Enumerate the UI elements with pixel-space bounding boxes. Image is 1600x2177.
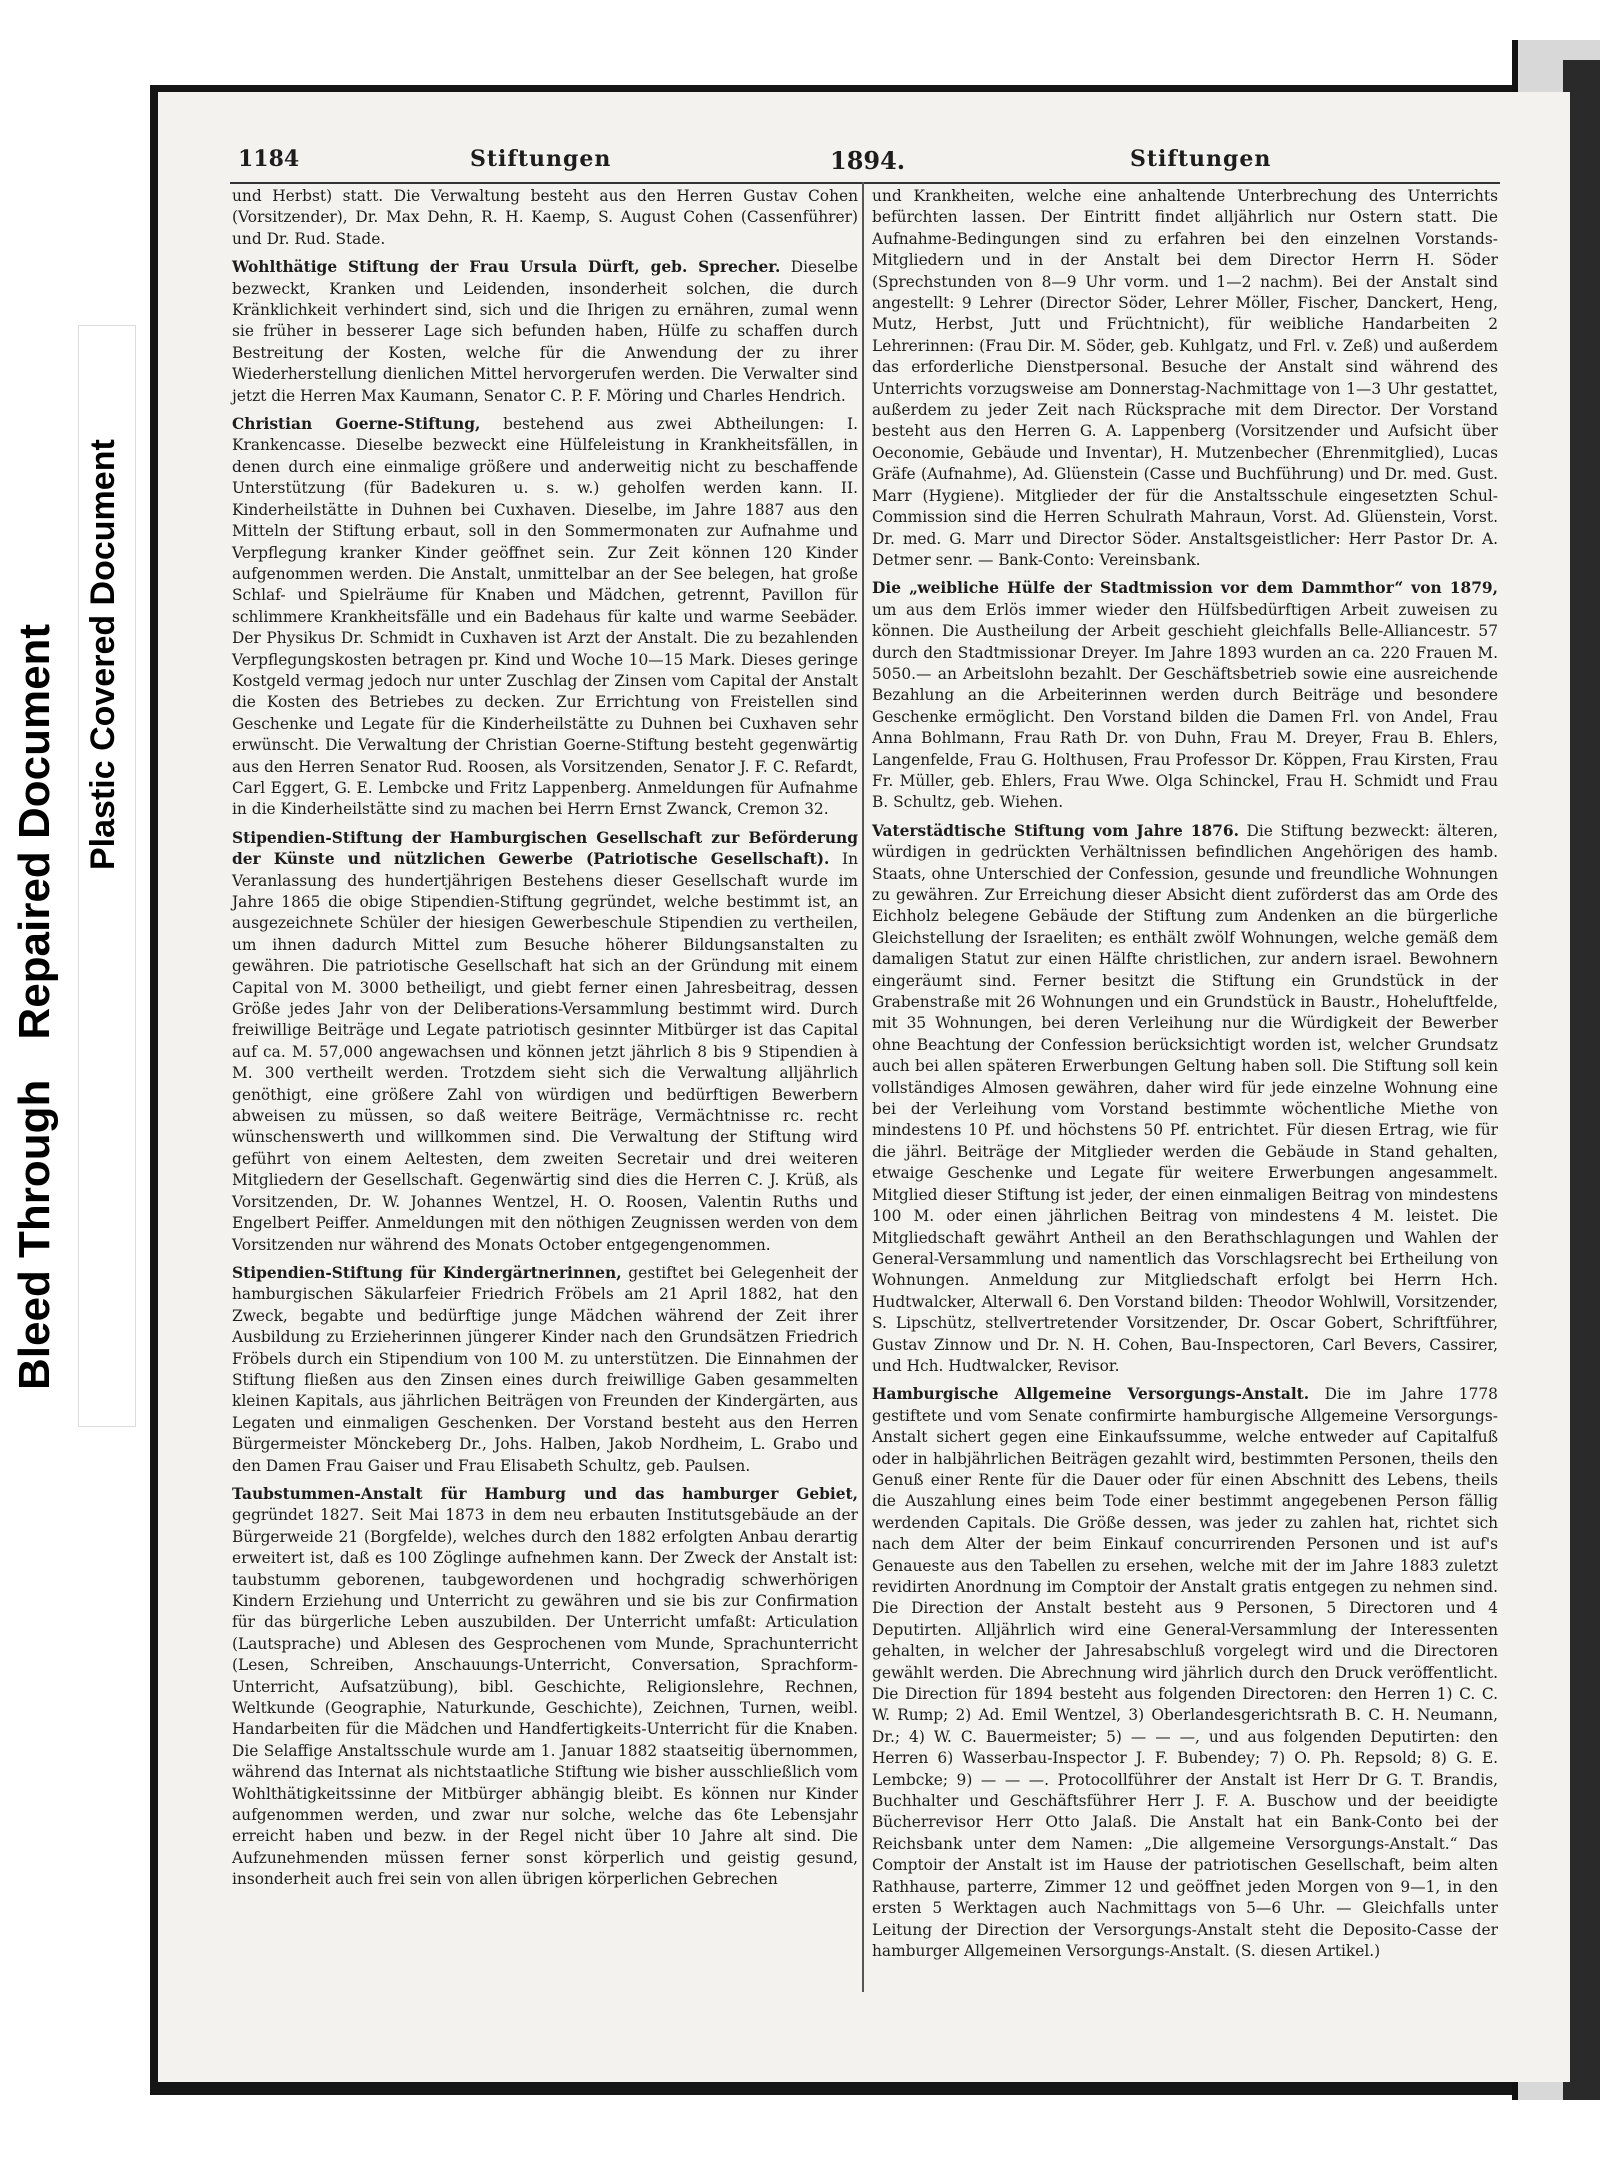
entry [232, 1484, 858, 1891]
entry-text: und Herbst) statt. Die Verwaltung besteht aus den Herren Gustav Cohen (Vorsitzender), Dr. Max Dehn, R. H. Kaemp, S. August Cohen (Cassenführer) und Dr. Rud. Stade. [232, 187, 858, 248]
entry [232, 414, 858, 821]
entry-title: Taubstummen-Anstalt für Hamburg und das hamburger Gebiet, [232, 1484, 858, 1503]
entry-text: gestiftet bei Gelegenheit der hamburgischen Säkularfeier Friedrich Fröbels am 21 April 1882, hat den Zweck, begabte und bedürftige junge Mädchen während der Zeit ihrer Ausbildung zu Erzieherinnen jüngerer Kinder nach den Grundsätzen Friedrich Fröbels durch ein Stipendium von 100 M. zu unterstützen. Die Einnahmen der Stiftung fließen aus den Zinsen eines durch freiwillige Gaben gesammelten kleinen Kapitals, aus jährlichen Beiträgen von Freunden der Kindergärten, aus Legaten und einmaligen Geschenken. Der Vorstand besteht aus den Herren Bürgermeister Mönckeberg Dr., Johs. Halben, Jakob Nordheim, L. Grabo und den Damen Frau Gaiser und Frau Elisabeth Schultz, geb. Paulsen. [232, 1263, 858, 1475]
entry-title: Vaterstädtische Stiftung vom Jahre 1876. [872, 821, 1239, 840]
bleed-through-text: Bleed Through [10, 1079, 59, 1390]
entry [232, 1263, 858, 1477]
entry [872, 821, 1498, 1378]
repaired-document-text: Repaired Document [10, 623, 59, 1040]
entry [232, 257, 858, 407]
entry-title: Wohlthätige Stiftung der Frau Ursula Dürft, geb. Sprecher. [232, 258, 781, 277]
entry-text: In Veranlassung des hundertjährigen Bestehens dieser Gesellschaft wurde im Jahre 1865 die obige Stipendien-Stiftung gegründet, welche bestimmt ist, an ausgezeichnete Schüler der hiesigen Gewerbeschule Stipendien zu vertheilen, um ihnen dadurch Mittel zum Besuche höherer Bildungsanstalten zu gewähren. Die patriotische Gesellschaft hat sich an der Gründung mit einem Capital von M. 3000 betheiligt, und giebt ferner einen Jahresbeitrag, dessen Größe jedes Jahr von der Deliberations-Versammlung bestimmt wird. Durch freiwillige Beiträge und Legate patriotisch gesinnter Mitbürger ist das Capital auf ca. M. 57,000 angewachsen und können jetzt jährlich 8 bis 9 Stipendien à M. 300 vertheilt werden. Trotzdem sieht sich die Verwaltung alljährlich genöthigt, eine größere Zahl von würdigen und bedürftigen Bewerbern abweisen zu müssen, so daß weitere Beiträge, Vermächtnisse rc. recht wünschenswerth und willkommen sind. Die Verwaltung der Stiftung wird geführt von einem Aeltesten, dem zweiten Secretair und drei weiteren Mitgliedern der Gesellschaft. Gegenwärtig sind dies die Herren C. J. Krüß, als Vorsitzenden, Dr. W. Johannes Wentzel, H. O. Roosen, Valentin Ruths und Engelbert Peiffer. Anmeldungen mit den nöthigen Zeugnissen werden von dem Vorsitzenden nur während des Monats October entgegengenommen. [232, 850, 858, 1254]
entry-text: und Krankheiten, welche eine anhaltende Unterbrechung des Unterrichts befürchten lassen. Der Eintritt findet alljährlich nur Ostern statt. Die Aufnahme-Bedingungen sind zu erfahren bei den einzelnen Vorstands-Mitgliedern und in der Anstalt bei dem Director Herrn H. Söder (Sprechstunden von 8—9 Uhr vorm. und 1—2 nachm). Bei der Anstalt sind angestellt: 9 Lehrer (Director Söder, Lehrer Möller, Fischer, Danckert, Heng, Mutz, Herbst, Jutt und Früchtnicht), für weibliche Handarbeiten 2 Lehrerinnen: (Frau Dir. M. Söder, geb. Kuhlgatz, und Frl. v. Zeß) und außerdem das erforderliche Dienstpersonal. Besuche der Anstalt sind während des Unterrichts vorzugsweise am Donnerstag-Nachmittage von 1—3 Uhr gestattet, außerdem zu jeder Zeit nach Rücksprache mit dem Director. Der Vorstand besteht aus den Herren G. A. Lappenberg (Vorsitzender und Aufsicht über Oeconomie, Gebäude und Inventar), H. Mutzenbecher (Ehrenmitglied), Lucas Gräfe (Aufnahme), Ad. Glüenstein (Casse und Buchführung) und Dr. med. Gust. Marr (Hygiene). Mitglieder der für die Anstaltsschule eingesetzten Schul-Commission sind die Herren Schulrath Mahraun, Vorst. Ad. Glüenstein, Vorst. Dr. med. G. Marr und Director Söder. Anstaltsgeistlicher: Herr Pastor Dr. A. Detmer senr. — Bank-Conto: Vereinsbank. [872, 187, 1498, 569]
entry [872, 186, 1498, 571]
entry [232, 828, 858, 1256]
entry-text: Die im Jahre 1778 gestiftete und vom Senate confirmirte hamburgische Allgemeine Versorgungs-Anstalt sichert gegen eine Einkaufssumme, welche entweder auf Capitalfuß oder in halbjährlichen Beiträgen gezahlt wird, bestimmten Personen, theils den Genuß einer Rente für die Dauer oder für einen Abschnitt des Lebens, theils die Auszahlung eines beim Tode einer bestimmt angegebenen Person fällig werdenden Capitals. Die Größe dessen, was jeder zu zahlen hat, richtet sich nach dem Alter der beim Einkauf concurrirenden Personen und ist auf's Genaueste aus den Tabellen zu ersehen, welche mit der im Jahre 1883 zuletzt revidirten Anordnung im Comptoir der Anstalt gratis entgegen zu nehmen sind. Die Direction der Anstalt besteht aus 9 Personen, 5 Directoren und 4 Deputirten. Alljährlich wird eine General-Versammlung der Interessenten gehalten, in welcher der Jahresabschluß vorgelegt wird und die Directoren gewählt werden. Die Abrechnung wird jährlich durch den Druck veröffentlicht. Die Direction für 1894 besteht aus folgenden Directoren: den Herren 1) C. C. W. Rump; 2) Ad. Emil Wentzel, 3) Oberlandesgerichtsrath B. C. H. Neumann, Dr.; 4) W. C. Bauermeister; 5) — — —, und aus folgenden Deputirten: den Herren 6) Wasserbau-Inspector J. F. Bubendey; 7) O. Ph. Repsold; 8) G. E. Lembcke; 9) — — —. Protocollführer der Anstalt ist Herr Dr G. T. Brandis, Buchhalter und Geschäftsführer Herr J. F. A. Buschow und der beeidigte Bücherrevisor Herr Otto Jalaß. Die Anstalt hat ein Bank-Conto bei der Reichsbank unter dem Namen: „Die allgemeine Versorgungs-Anstalt.“ Das Comptoir der Anstalt ist im Hause der patriotischen Gesellschaft, beim alten Rathhause, parterre, Zimmer 12 und geöffnet jeden Morgen von 9—1, in den ersten 5 Werktagen auch Nachmittags von 5—6 Uhr. — Gleichfalls unter Leitung der Direction der Versorgungs-Anstalt steht die Deposito-Casse der hamburger Allgemeinen Versorgungs-Anstalt. (S. diesen Artikel.) [872, 1385, 1498, 1960]
page-header [230, 140, 1500, 184]
right-column [872, 186, 1498, 1969]
bleed-through-label [10, 624, 60, 1390]
plastic-covered-label: Plastic Covered Document [84, 439, 122, 870]
entry-text: um aus dem Erlös immer wieder den Hülfsbedürftigen Arbeit zuweisen zu können. Die Austheilung der Arbeit geschieht gleichfalls Belle-Alliancestr. 57 durch den Stadtmissionar Dreyer. Im Jahre 1893 wurden an ca. 220 Frauen M. 5050.— an Arbeitslohn bezahlt. Der Geschäftsbetrieb sowie eine ausreichende Bezahlung an die Arbeiterinnen werden durch Beiträge und besondere Geschenke ermöglicht. Den Vorstand bilden die Damen Frl. von Andel, Frau Anna Bohlmann, Frau Rath Dr. von Duhn, Frau M. Dreyer, Frau B. Ehlers, Langenfelde, Frau G. Holthusen, Frau Professor Dr. Köppen, Frau Kirsten, Frau Fr. Müller, geb. Ehlers, Frau Wwe. Olga Schinckel, Frau H. Schmidt und Frau B. Schultz, geb. Wiehen. [872, 600, 1498, 812]
running-title-right: Stiftungen [1130, 146, 1272, 172]
entry-title: Die „weibliche Hülfe der Stadtmission vor dem Dammthor“ von 1879, [872, 579, 1498, 598]
entry-title: Christian Goerne-Stiftung, [232, 415, 481, 434]
entry-text: bestehend aus zwei Abtheilungen: I. Krankencasse. Dieselbe bezweckt eine Hülfeleistung in Krankheitsfällen, in denen durch eine einmalige größere und anderweitig nicht zu beschaffende Unterstützung (für Badekuren u. s. w.) geholfen werden kann. II. Kinderheilstätte in Duhnen bei Cuxhaven. Dieselbe, im Jahre 1887 aus den Mitteln der Stiftung erbaut, soll in den Sommermonaten zur Aufnahme und Verpflegung kranker Kinder geöffnet sein. Zur Zeit können 120 Kinder aufgenommen werden. Die Anstalt, unmittelbar an der See belegen, hat große Schlaf- und Spielräume für Knaben und Mädchen, getrennt, Pavillon für schlimmere Krankheitsfälle und ein Badehaus für kalte und warme Seebäder. Der Physikus Dr. Schmidt in Cuxhaven ist Arzt der Anstalt. Die zu bezahlenden Verpflegungskosten betragen pr. Kind und Woche 10—15 Mark. Dieses geringe Kostgeld vermag jedoch nur unter Zuschlag der Zinsen vom Capital der Anstalt die Kosten des Betriebes zu decken. Zur Errichtung von Freistellen sind Geschenke und Legate für die Kinderheilstätte zu Duhnen bei Cuxhaven sehr erwünscht. Die Verwaltung der Christian Goerne-Stiftung besteht gegenwärtig aus den Herren Senator Rud. Roosen, als Vorsitzenden, Senator J. F. C. Refardt, Carl Eggert, G. E. Lembcke und Fritz Lappenberg. Anmeldungen für Aufnahme in die Kinderheilstätte sind zu machen bei Herrn Ernst Zwanck, Cremon 32. [232, 415, 858, 819]
entry-text: Die Stiftung bezweckt: älteren, würdigen in gedrückten Verhältnissen befindlichen Angehörigen des hamb. Staats, ohne Unterschied der Confession, gesunde und freundliche Wohnungen zu gewähren. Zur Erreichung dieser Absicht dient zuförderst das am Orde des Eichholz belegene Gebäude der Stiftung zum Andenken an die bürgerliche Gleichstellung der Israeliten; es enthält zwölf Wohnungen, welche gemäß dem damaligen Statut zur einen Hälfte christlichen, zur andern israel. Bewohnern eingeräumt sind. Ferner besitzt die Stiftung ein Grundstück in der Grabenstraße mit 26 Wohnungen und ein Grundstück in Baustr., Hoheluftfelde, mit 35 Wohnungen, bei deren Verleihung nur die Würdigkeit der Bewerber ohne Beachtung der Confession berücksichtigt worden ist, welcher Grundsatz auch bei allen späteren Erwerbungen Geltung haben soll. Die Stiftung soll kein vollständiges Almosen gewähren, daher wird für jede einzelne Wohnung eine bei der Verleihung vom Vorstand bestimmte wöchentliche Miethe von mindestens 10 Pf. und höchstens 50 Pf. entrichtet. Für diesen Ertrag, wie für die jährl. Beiträge der Mitglieder werden die Gebäude in Stand gehalten, etwaige Geschenke und Legate für weitere Erwerbungen angesammelt. Mitglied dieser Stiftung ist jeder, der einen einmaligen Beitrag von mindestens 100 M. oder einen jährlichen Beitrag von mindestens 4 M. leistet. Die Mitgliedschaft gewährt Antheil an den Berathschlagungen und Wahlen der General-Versammlung und namentlich das Vorschlagsrecht bei Ertheilung von Wohnungen. Anmeldung zur Mitgliedschaft erfolgt bei Herrn Hch. Hudtwalcker, Alterwall 6. Den Vorstand bilden: Theodor Wohlwill, Vorsitzender, S. Lipschütz, stellvertretender Vorsitzender, Dr. Oscar Gobert, Schriftführer, Gustav Zinnow und Dr. N. H. Cohen, Bau-Inspectoren, Carl Bevers, Cassirer, und Hch. Hudtwalcker, Revisor. [872, 821, 1498, 1375]
entry-title: Stipendien-Stiftung der Hamburgischen Gesellschaft zur Beförderung der Künste und nützlichen Gewerbe (Patriotische Gesellschaft). [232, 828, 858, 869]
entry-text: gegründet 1827. Seit Mai 1873 in dem neu erbauten Institutsgebäude an der Bürgerweide 21 (Borgfelde), welches durch den 1882 erfolgten Anbau derartig erweitert ist, daß es 100 Zöglinge aufnehmen kann. Der Zweck der Anstalt ist: taubstumm geborenen, taubgewordenen und hochgradig schwerhörigen Kindern Erziehung und Unterricht zu gewähren und sie bis zur Confirmation für das bürgerliche Leben auszubilden. Der Unterricht umfaßt: Articulation (Lautsprache) und Ablesen des Gesprochenen vom Munde, Sprachunterricht (Lesen, Schreiben, Anschauungs-Unterricht, Conversation, Sprachform-Unterricht, Aufsatzübung), bibl. Geschichte, Religionslehre, Rechnen, Weltkunde (Geographie, Naturkunde, Geschichte), Zeichnen, Turnen, weibl. Handarbeiten für die Mädchen und Handfertigkeits-Unterricht für die Knaben. Die Selaffige Anstaltsschule wurde am 1. Januar 1882 staatseitig übernommen, während das Internat als nichtstaatliche Stiftung wie bisher ausschließlich vom Wohlthätigkeitssinne der Mitbürger abhängig bleibt. Es können nur Kinder aufgenommen werden, und zwar nur solche, welche das 6te Lebensjahr erreicht haben und bezw. in der Regel nicht über 10 Jahre alt sind. Die Aufzunehmenden müssen ferner sonst körperlich und geistig gesund, insonderheit auch frei sein von allen übrigen körperlichen Gebrechen [232, 1506, 858, 1889]
entry [232, 186, 858, 250]
entry-title: Hamburgische Allgemeine Versorgungs-Anstalt. [872, 1385, 1310, 1404]
running-title-left: Stiftungen [470, 146, 612, 172]
entry [872, 1384, 1498, 1962]
entry [872, 578, 1498, 813]
page-year: 1894. [830, 146, 906, 175]
left-column [232, 186, 858, 1898]
entry-title: Stipendien-Stiftung für Kindergärtnerinnen, [232, 1263, 622, 1282]
column-divider [862, 182, 864, 1992]
header-rule [230, 182, 1500, 184]
entry-text: Dieselbe bezweckt, Kranken und Leidenden, insonderheit solchen, die durch Kränklichkeit verhindert sind, sich und die Ihrigen zu ernähren, zumal wenn sie früher in besserer Lage sich befunden haben, Hülfe zu schaffen durch Bestreitung der Kosten, welche für die Anwendung der zu ihrer Wiederherstellung dienlichen Mittel hervorgerufen werden. Die Verwalter sind jetzt die Herren Max Kaumann, Senator C. P. F. Möring und Charles Hendrich. [232, 258, 858, 405]
page-number: 1184 [238, 146, 300, 172]
